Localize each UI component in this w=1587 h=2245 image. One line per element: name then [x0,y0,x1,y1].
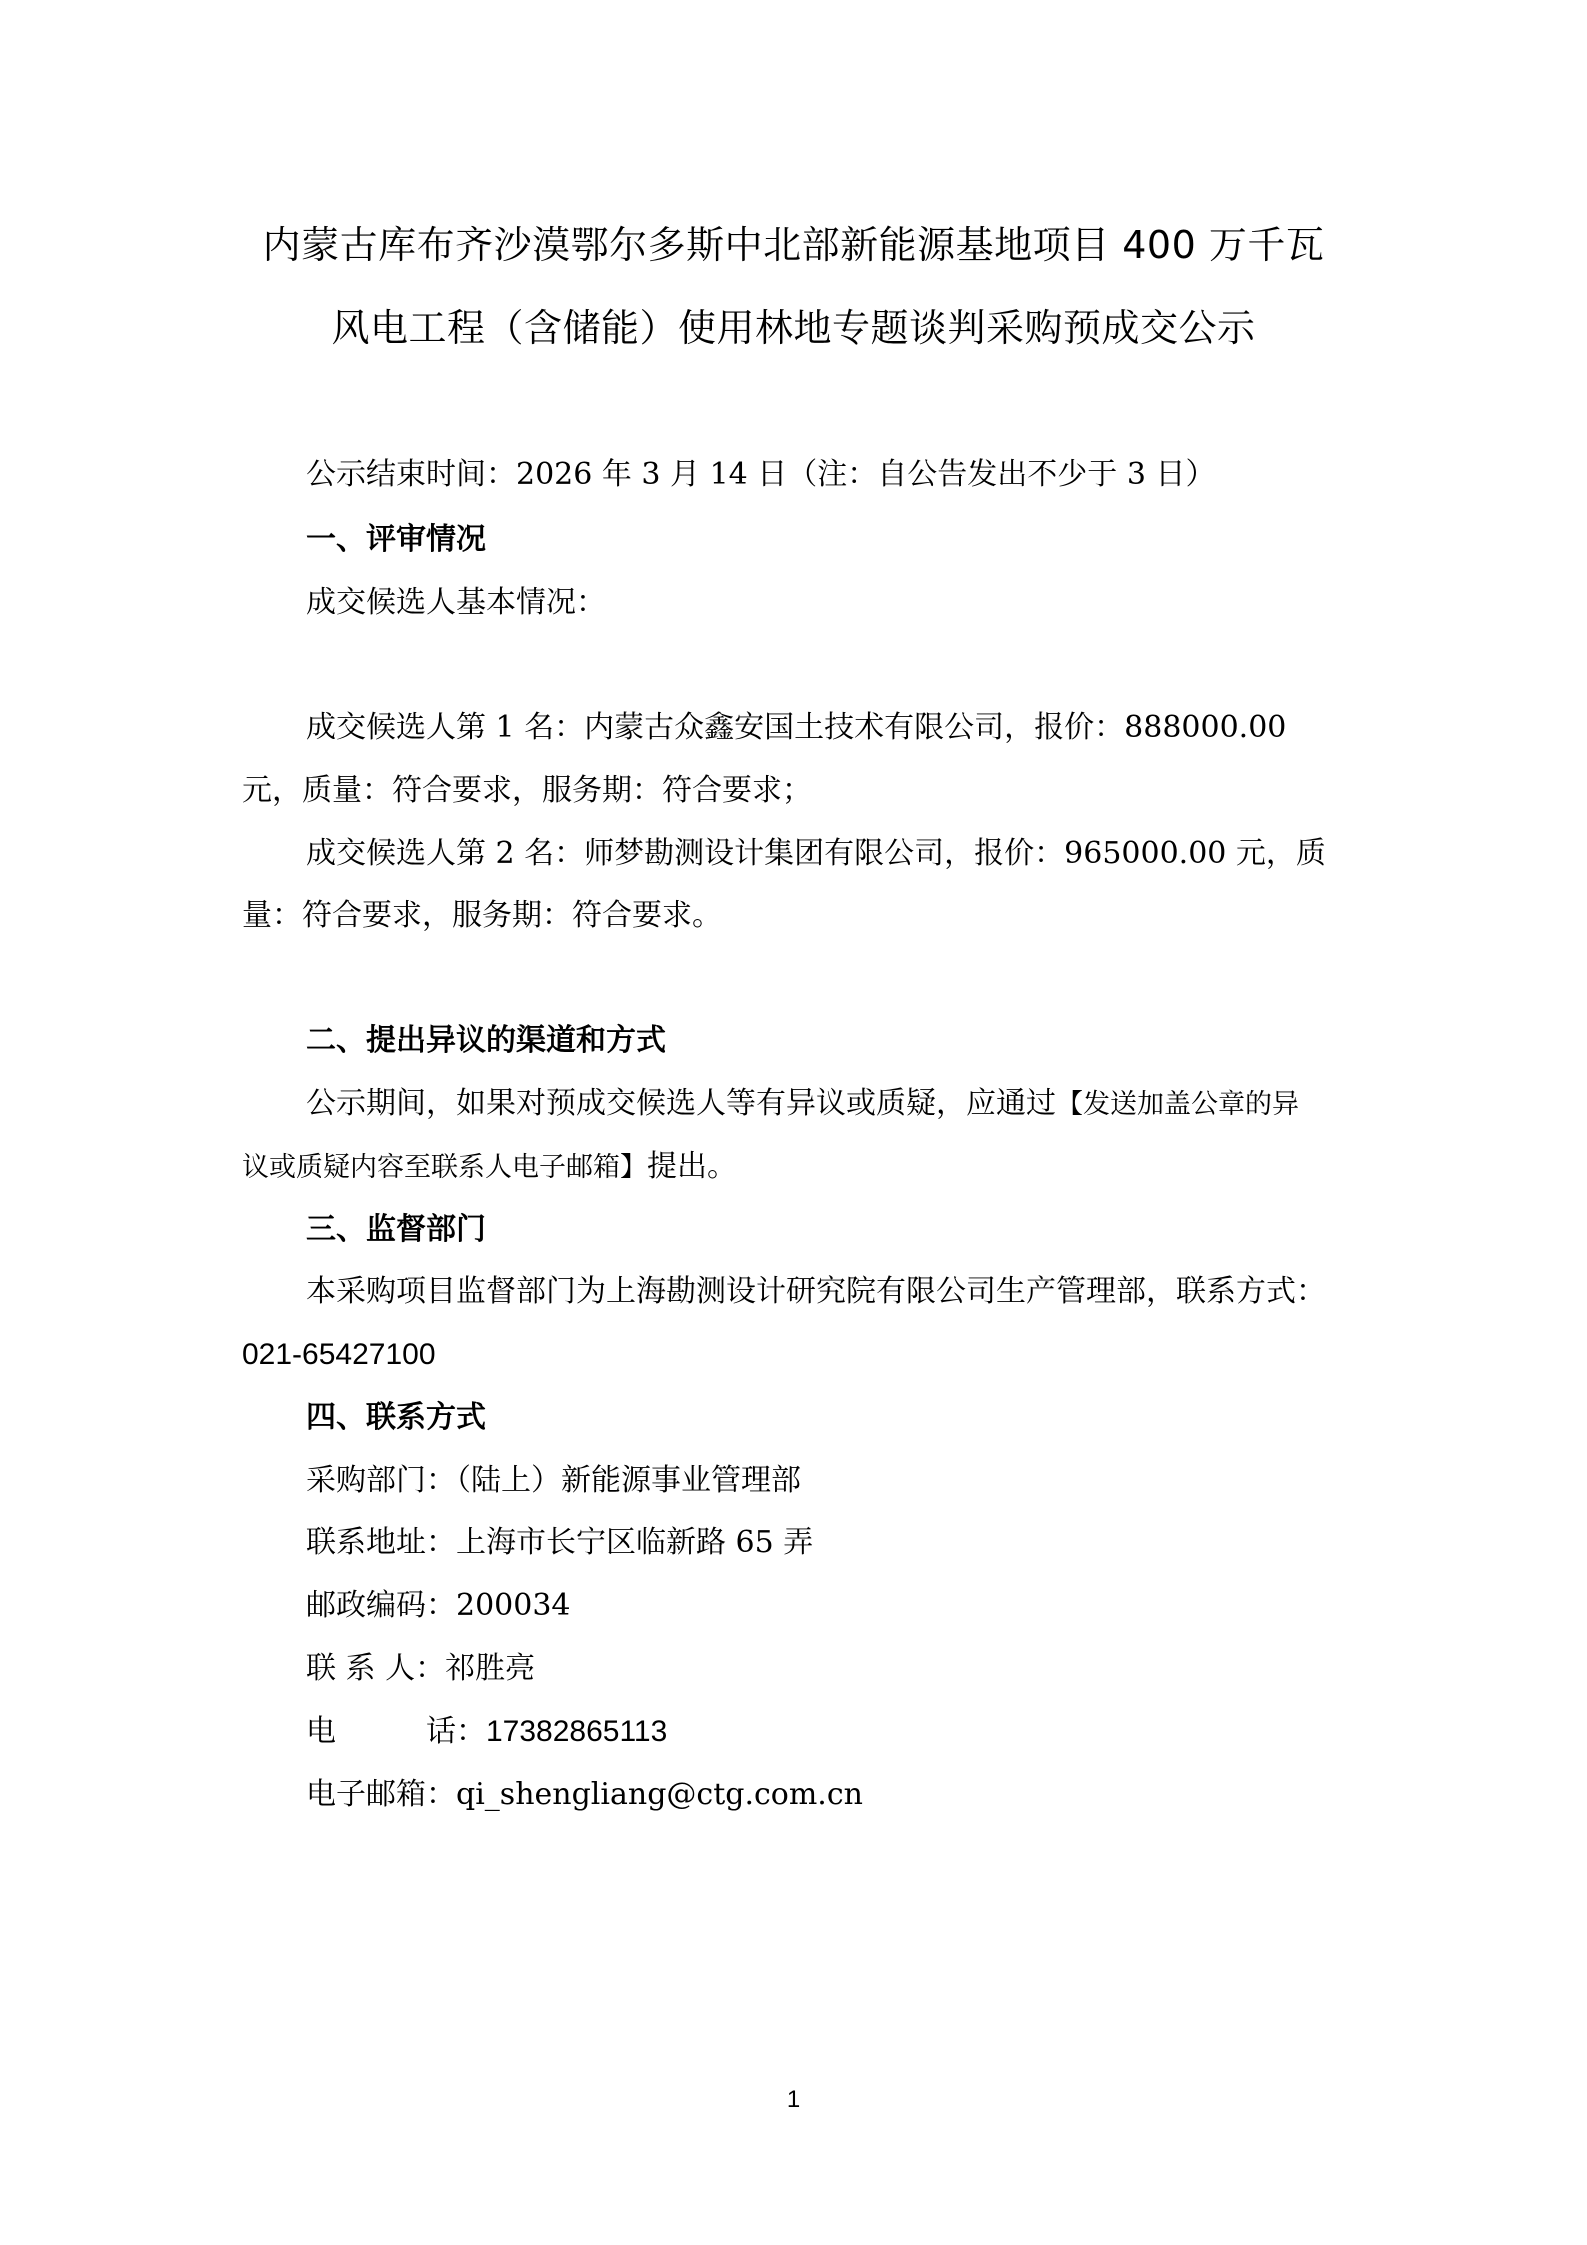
section4-heading: 四、联系方式 [306,1400,486,1435]
title-line-2: 风电工程（含储能）使用林地专题谈判采购预成交公示 [331,306,1256,350]
objection-line-1-text: 公示期间，如果对预成交候选人等有异议或质疑，应通过 [306,1086,1056,1121]
contact-address: 联系地址：上海市长宁区临新路 65 弄 [306,1525,814,1560]
section1-heading: 一、评审情况 [306,522,486,557]
page-number: 1 [786,2086,801,2113]
candidate-1-line-1: 成交候选人第 1 名：内蒙古众鑫安国土技术有限公司，报价：888000.00 [306,710,1287,745]
contact-person: 联 系 人：祁胜亮 [306,1651,536,1686]
phone-number: 17382865113 [486,1715,668,1748]
supervision-line-1: 本采购项目监督部门为上海勘测设计研究院有限公司生产管理部，联系方式： [306,1274,1326,1309]
postal-code: 邮政编码：200034 [306,1588,571,1623]
objection-line-2 [242,1147,737,1188]
phone-label-end: 话： [426,1714,486,1749]
candidate-2-line-2: 量：符合要求，服务期：符合要求。 [242,898,722,933]
objection-method-text: 【发送加盖公章的异 [1056,1089,1299,1120]
objection-method-text-cont: 议或质疑内容至联系人电子邮箱】 [242,1152,647,1183]
phone-label-start: 电 [306,1714,336,1749]
section3-heading: 三、监督部门 [306,1212,486,1247]
candidates-intro: 成交候选人基本情况： [306,585,606,620]
candidate-2-line-1: 成交候选人第 2 名：师梦勘测设计集团有限公司，报价：965000.00 元，质 [306,836,1326,871]
objection-line-2-end: 提出。 [647,1149,737,1184]
contact-email: 电子邮箱：qi_shengliang@ctg.com.cn [306,1777,863,1812]
supervision-phone: 021-65427100 [242,1338,436,1371]
section2-heading: 二、提出异议的渠道和方式 [306,1023,666,1058]
title-line-1: 内蒙古库布齐沙漠鄂尔多斯中北部新能源基地项目 400 万千瓦 [262,223,1325,267]
procurement-dept: 采购部门：（陆上）新能源事业管理部 [306,1463,801,1498]
candidate-1-line-2: 元，质量：符合要求，服务期：符合要求； [242,773,812,808]
objection-line-1 [306,1084,1299,1125]
notice-end-time: 公示结束时间：2026 年 3 月 14 日（注：自公告发出不少于 3 日） [306,457,1216,492]
contact-phone [306,1712,667,1752]
